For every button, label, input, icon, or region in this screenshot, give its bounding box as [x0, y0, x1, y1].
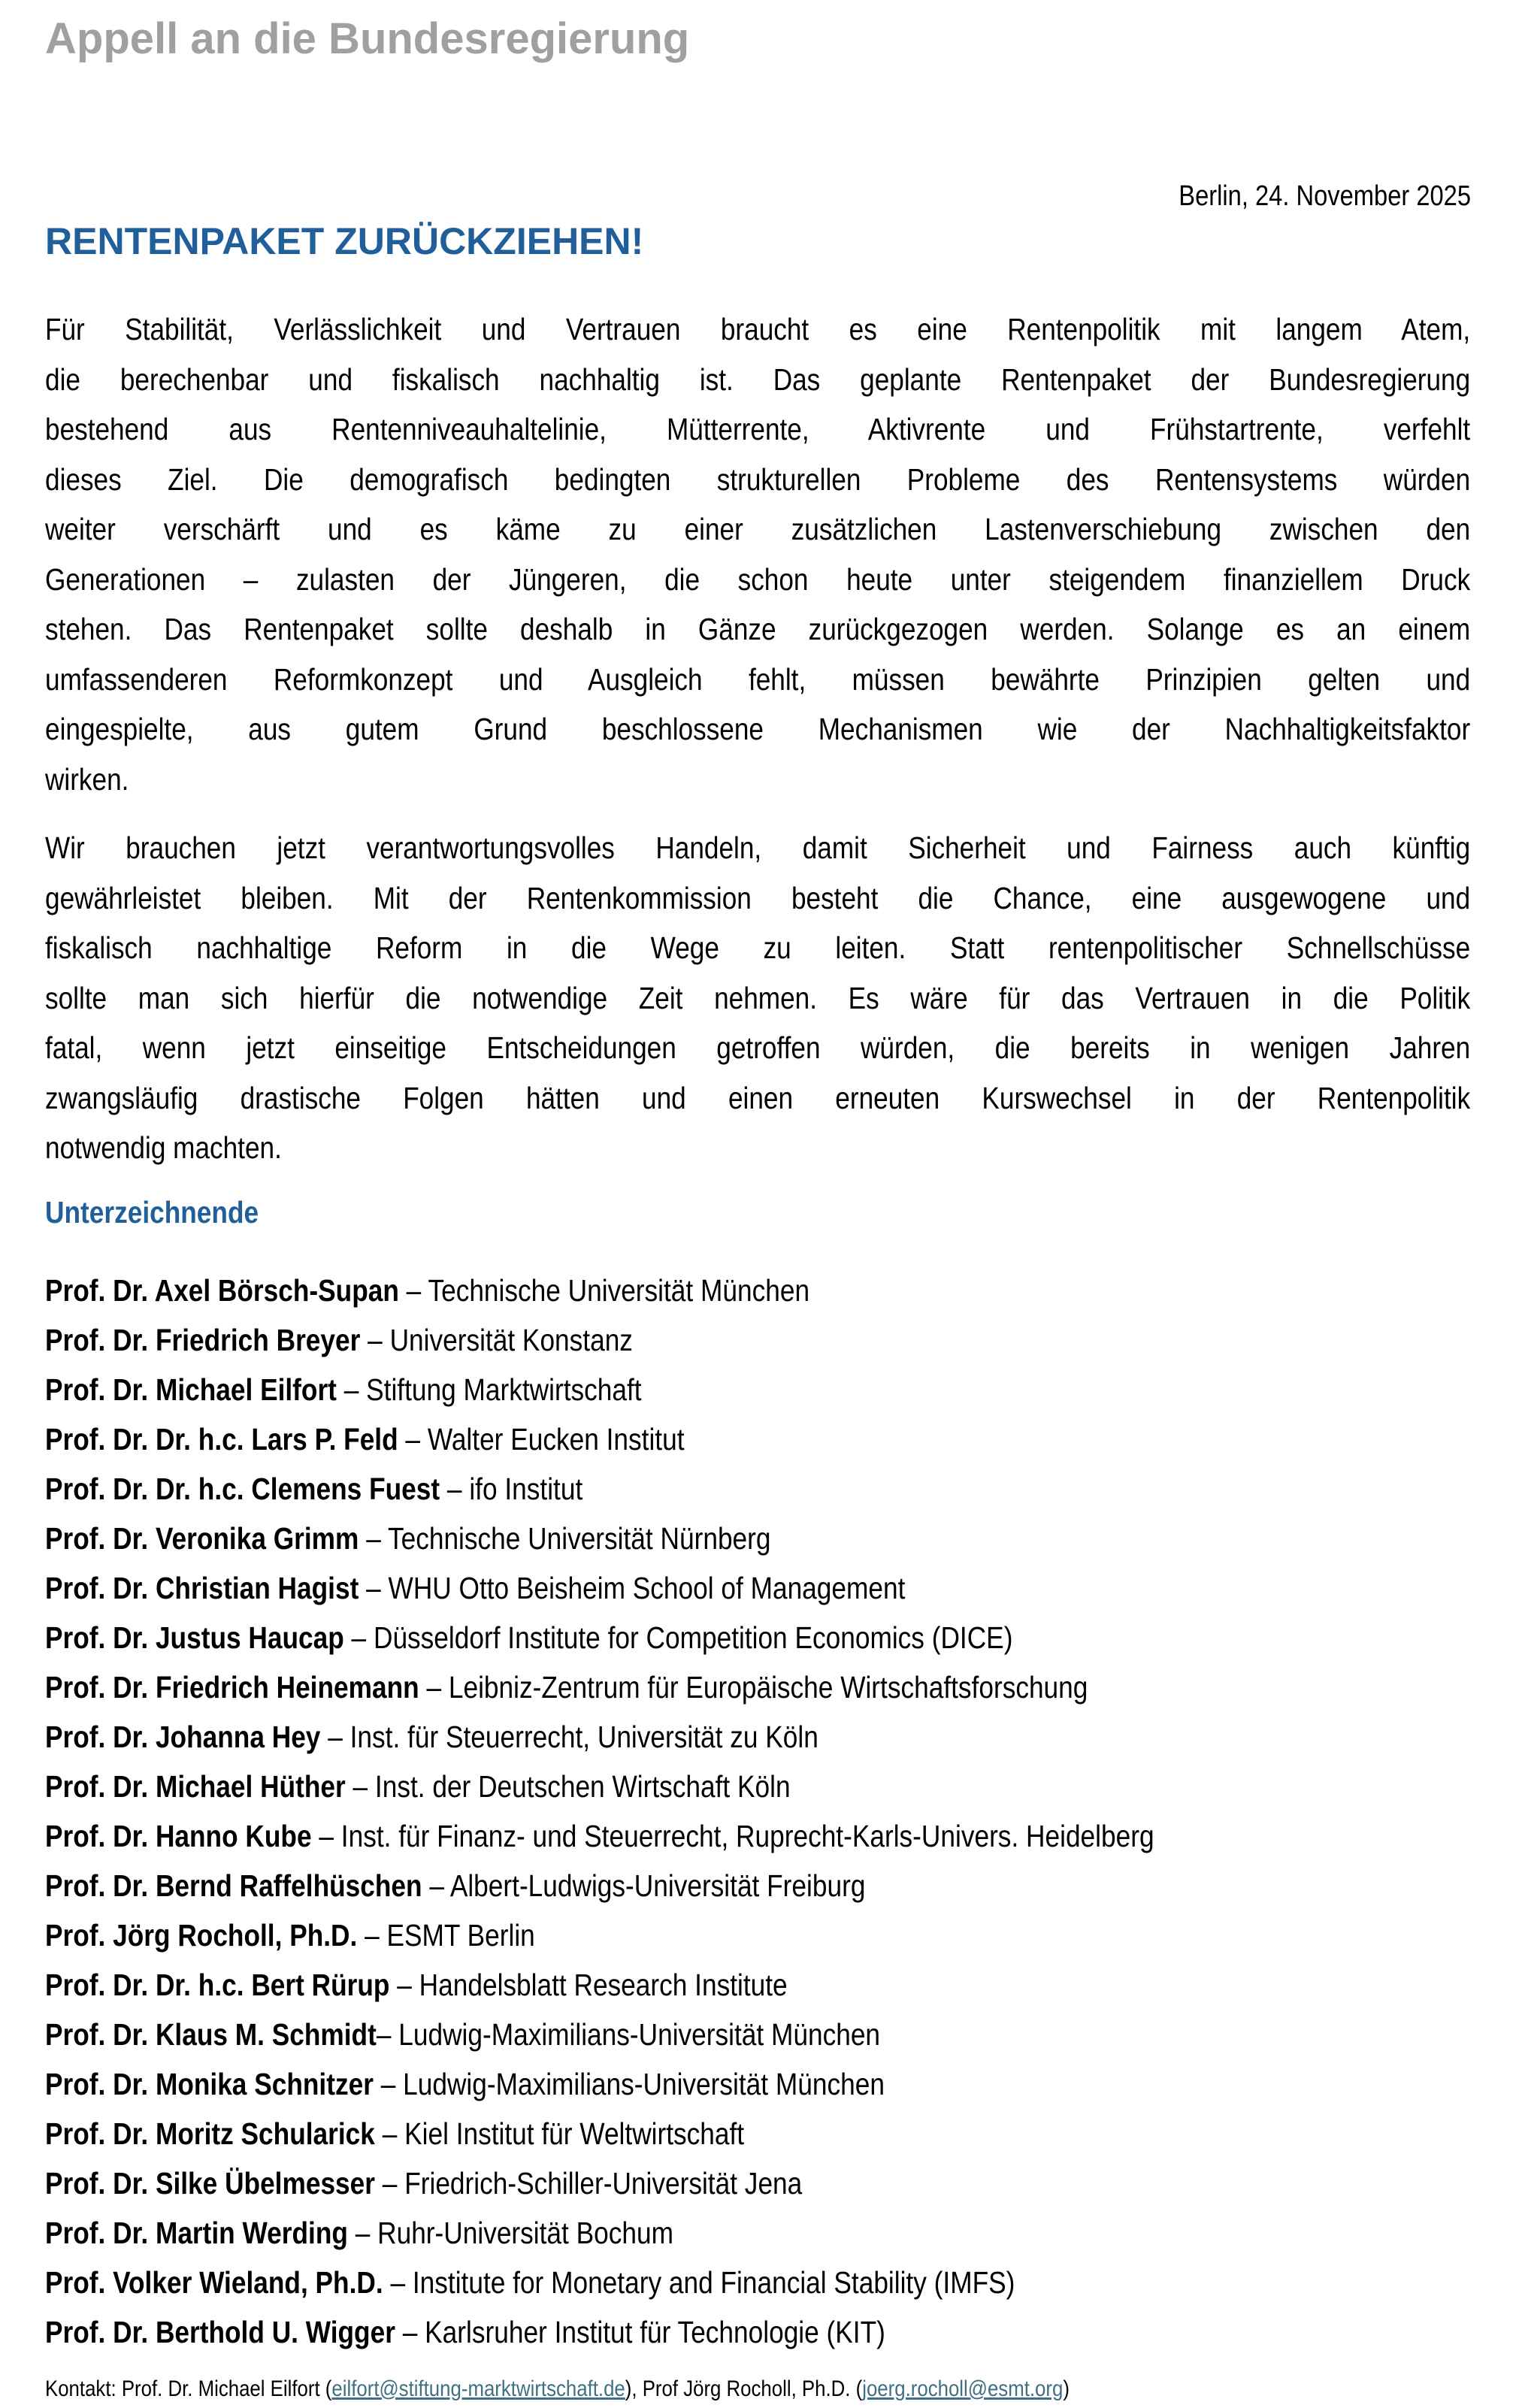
signatory-item: [45, 2208, 1154, 2258]
separator-dash: –: [419, 1670, 449, 1705]
signatory-name: Prof. Dr. Johanna Hey: [45, 1720, 321, 1754]
separator-dash: –: [320, 1720, 350, 1754]
signatory-name: Prof. Dr. Bernd Raffelhüschen: [45, 1868, 422, 1903]
signatory-affiliation: Ludwig-Maximilians-Universität München: [398, 2017, 881, 2052]
signatory-affiliation: Technische Universität München: [428, 1273, 810, 1308]
signatory-affiliation: Technische Universität Nürnberg: [387, 1521, 771, 1556]
text-line: notwendig machten.: [45, 1130, 282, 1165]
text-line: fiskalisch nachhaltige Reform in die Wege zu leiten. Statt rentenpolitischer Schnellschüsse: [45, 930, 1471, 965]
signatory-affiliation: Karlsruher Institut für Technologie (KIT): [425, 2315, 885, 2349]
signatory-name: Prof. Dr. Axel Börsch-Supan: [45, 1273, 399, 1308]
signatory-name: Prof. Dr. Dr. h.c. Bert Rürup: [45, 1968, 390, 2002]
signatory-item: [45, 2109, 1154, 2158]
signatory-name: Prof. Dr. Klaus M. Schmidt: [45, 2017, 377, 2052]
text-line: bestehend aus Rentenniveauhaltelinie, Mütterrente, Aktivrente und Frühstartrente, verfehlt: [45, 412, 1471, 446]
signatory-affiliation: WHU Otto Beisheim School of Management: [388, 1571, 906, 1605]
signatory-item: [45, 2010, 1154, 2059]
text-line: umfassenderen Reformkonzept und Ausgleich fehlt, müssen bewährte Prinzipien gelten und: [45, 661, 1471, 697]
separator-dash: –: [357, 1918, 387, 1953]
separator-dash: –: [343, 1620, 374, 1655]
paragraph-2: [45, 823, 1471, 1173]
signatory-affiliation: Inst. für Steuerrecht, Universität zu Köln: [349, 1720, 818, 1754]
signatory-affiliation: Institute for Monetary and Financial Stability (IMFS): [412, 2265, 1015, 2300]
signatory-affiliation: Stiftung Marktwirtschaft: [366, 1372, 642, 1407]
text-line: dieses Ziel. Die demografisch bedingten strukturellen Probleme des Rentensystems würden: [45, 461, 1471, 497]
signatory-name: Prof. Dr. Christian Hagist: [45, 1571, 359, 1605]
signatory-name: Prof. Dr. Silke Übelmesser: [45, 2166, 376, 2201]
signatory-affiliation: Albert-Ludwigs-Universität Freiburg: [449, 1868, 866, 1903]
signatory-affiliation: Universität Konstanz: [389, 1323, 633, 1357]
signatory-item: [45, 1414, 1154, 1464]
signatory-name: Prof. Dr. Friedrich Heinemann: [45, 1670, 419, 1705]
separator-dash: –: [373, 2067, 404, 2101]
signatory-affiliation: Kiel Institut für Weltwirtschaft: [404, 2116, 745, 2151]
text-line: weiter verschärft und es käme zu einer zusätzlichen Lastenverschiebung zwischen den: [45, 512, 1471, 546]
signatory-item: [45, 1563, 1154, 1613]
signatory-affiliation: Walter Eucken Institut: [427, 1422, 685, 1457]
signatory-affiliation: Inst. für Finanz- und Steuerrecht, Ruprecht-Karls-Univers. Heidelberg: [340, 1819, 1154, 1853]
separator-dash: –: [359, 1521, 388, 1556]
signatory-name: Prof. Dr. Veronika Grimm: [45, 1521, 359, 1556]
signatory-item: [45, 2059, 1154, 2109]
text-line: wirken.: [45, 761, 129, 797]
text-line: zwangsläufig drastische Folgen hätten und einen erneuten Kurswechsel in der Rentenpolitik: [45, 1080, 1471, 1115]
separator-dash: –: [375, 2166, 405, 2201]
separator-dash: –: [398, 1422, 428, 1457]
separator-dash: –: [389, 1968, 419, 2002]
signatory-affiliation: Leibniz-Zentrum für Europäische Wirtschaftsforschung: [448, 1670, 1088, 1705]
separator-dash: –: [395, 2315, 425, 2349]
paragraph-1: [45, 304, 1471, 804]
separator-dash: –: [374, 2116, 405, 2151]
signatory-item: [45, 1613, 1154, 1662]
separator-dash: –: [383, 2265, 413, 2300]
signatory-name: Prof. Dr. Justus Haucap: [45, 1620, 344, 1655]
document-date: Berlin, 24. November 2025: [1179, 180, 1471, 212]
signatory-item: [45, 1464, 1154, 1514]
signatory-item: [45, 1861, 1154, 1910]
signatory-name: Prof. Dr. Moritz Schularick: [45, 2116, 375, 2151]
signatory-name: Prof. Dr. Hanno Kube: [45, 1819, 312, 1853]
text-line: fatal, wenn jetzt einseitige Entscheidungen getroffen würden, die bereits in wenigen Jahren: [45, 1030, 1471, 1065]
contact-prefix: Kontakt: Prof. Dr. Michael Eilfort (: [45, 2376, 332, 2401]
separator-dash: –: [376, 2017, 399, 2052]
signatory-item: [45, 1315, 1154, 1365]
signatory-name: Prof. Dr. Dr. h.c. Lars P. Feld: [45, 1422, 398, 1457]
signatory-item: [45, 1811, 1154, 1861]
signatory-name: Prof. Dr. Dr. h.c. Clemens Fuest: [45, 1472, 440, 1506]
signatory-item: [45, 1910, 1154, 1960]
separator-dash: –: [347, 2216, 378, 2250]
signatory-name: Prof. Dr. Berthold U. Wigger: [45, 2315, 395, 2349]
signatories-list: [45, 1266, 1335, 2357]
signatory-item: [45, 1266, 1154, 1315]
signatory-item: [45, 1960, 1154, 2010]
signatory-name: Prof. Dr. Martin Werding: [45, 2216, 348, 2250]
signatory-name: Prof. Dr. Monika Schnitzer: [45, 2067, 374, 2101]
signatory-affiliation: Friedrich-Schiller-Universität Jena: [404, 2166, 803, 2201]
signatory-affiliation: Inst. der Deutschen Wirtschaft Köln: [374, 1769, 791, 1804]
signatory-name: Prof. Volker Wieland, Ph.D.: [45, 2265, 383, 2300]
contact-line: [45, 2376, 1070, 2402]
separator-dash: –: [398, 1273, 428, 1308]
email-link-eilfort[interactable]: eilfort@stiftung-marktwirtschaft.de: [331, 2376, 625, 2401]
separator-dash: –: [359, 1571, 389, 1605]
separator-dash: –: [422, 1868, 450, 1903]
text-line: sollte man sich hierfür die notwendige Zeit nehmen. Es wäre für das Vertrauen in die Politik: [45, 980, 1471, 1015]
signatory-affiliation: ESMT Berlin: [386, 1918, 535, 1953]
signatory-name: Prof. Jörg Rocholl, Ph.D.: [45, 1918, 358, 1953]
signatory-item: [45, 1762, 1154, 1811]
separator-dash: –: [336, 1372, 367, 1407]
signatory-affiliation: Düsseldorf Institute for Competition Economics (DICE): [373, 1620, 1013, 1655]
signatory-affiliation: Ludwig-Maximilians-Universität München: [403, 2067, 885, 2101]
signatory-item: [45, 1662, 1154, 1712]
contact-suffix: ): [1063, 2376, 1070, 2401]
signatory-name: Prof. Dr. Friedrich Breyer: [45, 1323, 361, 1357]
text-line: gewährleistet bleiben. Mit der Rentenkommission besteht die Chance, eine ausgewogene und: [45, 880, 1471, 915]
signatory-item: [45, 2307, 1154, 2357]
signatory-name: Prof. Dr. Michael Eilfort: [45, 1372, 337, 1407]
document-title: Appell an die Bundesregierung: [45, 14, 690, 63]
text-line: stehen. Das Rentenpaket sollte deshalb in Gänze zurückgezogen werden. Solange es an einem: [45, 612, 1471, 646]
separator-dash: –: [360, 1323, 390, 1357]
separator-dash: –: [345, 1769, 375, 1804]
text-line: Generationen – zulasten der Jüngeren, die schon heute unter steigendem finanziellem Druck: [45, 561, 1471, 597]
signatory-item: [45, 2258, 1154, 2307]
separator-dash: –: [311, 1819, 341, 1853]
contact-middle: ), Prof Jörg Rocholl, Ph.D. (: [625, 2376, 863, 2401]
text-line: Für Stabilität, Verlässlichkeit und Vertrauen braucht es eine Rentenpolitik mit langem Atem,: [45, 312, 1471, 346]
signatory-affiliation: Ruhr-Universität Bochum: [377, 2216, 674, 2250]
signatory-item: [45, 1514, 1154, 1563]
signatory-affiliation: ifo Institut: [469, 1472, 583, 1506]
separator-dash: –: [440, 1472, 470, 1506]
text-line: die berechenbar und fiskalisch nachhaltig ist. Das geplante Rentenpaket der Bundesregierung: [45, 362, 1471, 397]
signatory-item: [45, 2158, 1154, 2208]
email-link-rocholl[interactable]: joerg.rocholl@esmt.org: [862, 2376, 1064, 2401]
signatory-item: [45, 1712, 1154, 1762]
text-line: eingespielte, aus gutem Grund beschlossene Mechanismen wie der Nachhaltigkeitsfaktor: [45, 712, 1471, 746]
signatory-item: [45, 1365, 1154, 1414]
signatory-name: Prof. Dr. Michael Hüther: [45, 1769, 346, 1804]
text-line: Wir brauchen jetzt verantwortungsvolles Handeln, damit Sicherheit und Fairness auch künftig: [45, 830, 1471, 865]
signatory-affiliation: Handelsblatt Research Institute: [419, 1968, 788, 2002]
signatories-heading: Unterzeichnende: [45, 1195, 259, 1230]
headline: RENTENPAKET ZURÜCKZIEHEN!: [45, 220, 644, 262]
